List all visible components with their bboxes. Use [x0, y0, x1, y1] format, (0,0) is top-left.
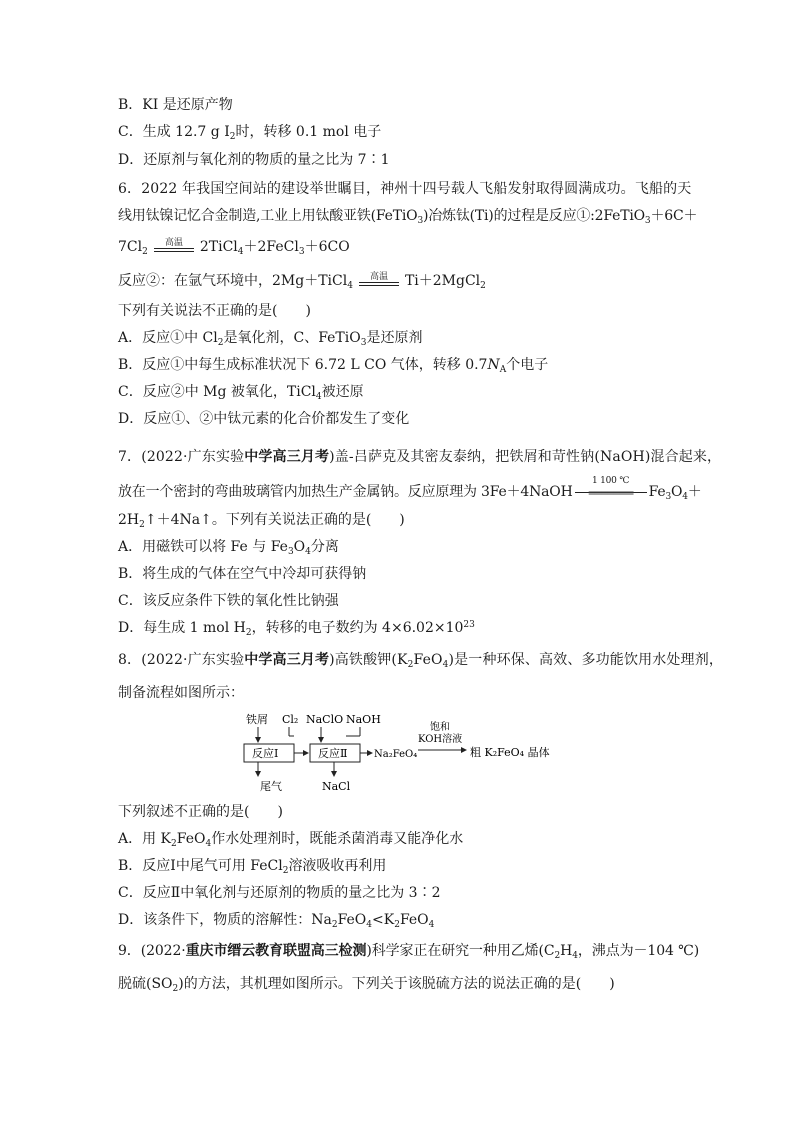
- q6-option-d: D．反应①、②中钛元素的化合价都发生了变化: [118, 411, 410, 427]
- q7-stem-line3: $2H_2↑+4Na↑$。下列有关说法正确的是( ): [118, 512, 405, 530]
- q8-option-b: B．反应Ⅰ中尾气可用 FeCl$_2$溶液吸收再利用: [118, 858, 387, 876]
- q6-equation-1: $7Cl_2$ 高温 2TiCl$_4$＋2FeCl$_3$＋6CO: [118, 238, 350, 257]
- q8-option-d: D．该条件下，物质的溶解性：$Na_2FeO_4<K_2FeO_4$: [118, 912, 435, 930]
- q8-stem-line2: 制备流程如图所示：: [118, 685, 244, 701]
- q6-question-stem: 下列有关说法不正确的是( ): [118, 303, 311, 319]
- flow-diagram: [236, 708, 556, 798]
- q5-option-b: B．KI 是还原产物: [118, 97, 233, 113]
- q7-stem-line2: 放在一个密封的弯曲玻璃管内加热生产金属钠。反应原理为 3Fe＋4NaOH 1 100 ℃ ═══════ $Fe_3O_4+$: [118, 476, 702, 502]
- q6-option-a: A．反应①中 $Cl_2$是氧化剂，C、FeTiO$_3$是还原剂: [118, 330, 423, 348]
- q9-stem-line1: 9．(2022·重庆市缙云教育联盟高三检测)科学家正在研究一种用乙烯($C_2H_4$，沸点为－104 ℃): [118, 943, 700, 961]
- q8-option-a: A．用 $K_2FeO_4$作水处理剂时，既能杀菌消毒又能净化水: [118, 831, 464, 849]
- q5-option-d: D．还原剂与氧化剂的物质的量之比为 7∶1: [118, 152, 390, 168]
- reaction-1-label: 反应Ⅰ: [252, 747, 279, 760]
- input-cl2: Cl₂: [282, 713, 299, 726]
- q6-equation-2: 反应②：在氩气环境中，2Mg＋TiCl$_4$ 高温 Ti＋2MgCl$_2$: [118, 272, 486, 291]
- input-naclo: NaClO: [306, 713, 344, 726]
- q6-stem-line2: 线用钛镍记忆合金制造,工业上用钛酸亚铁(FeTiO$_3$)冶炼钛(Ti)的过程是反应①:2FeTiO$_3$＋6C＋: [118, 208, 698, 226]
- equation-condition: 1 100 ℃ ═══════: [575, 483, 647, 501]
- q8-stem-line1: 8．(2022·广东实验中学高三月考)高铁酸钾$(K_2FeO_4)$是一种环保、高效、多功能饮用水处理剂，: [118, 652, 724, 670]
- reaction-2-label: 反应Ⅱ: [318, 747, 348, 760]
- product-na2feo4: Na₂FeO₄: [374, 749, 418, 760]
- q9-stem-line2: 脱硫$(SO_2)$的方法，其机理如图所示。下列关于该脱硫方法的说法正确的是( ): [118, 976, 615, 994]
- q8-question-stem: 下列叙述不正确的是( ): [118, 804, 283, 820]
- q7-stem-line1: 7．(2022·广东实验中学高三月考)盖-吕萨克及其密友泰纳，把铁屑和苛性钠(NaOH)混合起来，: [118, 449, 722, 465]
- output-tail-gas: 尾气: [260, 780, 282, 793]
- q7-option-c: C．该反应条件下铁的氧化性比钠强: [118, 593, 339, 609]
- input-iron-filings: 铁屑: [246, 713, 268, 726]
- q5-option-c: C．生成 12.7 g $I_2$时，转移 0.1 mol 电子: [118, 124, 382, 142]
- q7-option-b: B．将生成的气体在空气中冷却可获得钠: [118, 566, 367, 582]
- output-nacl: NaCl: [322, 780, 351, 793]
- q7-option-d: D．每生成 1 mol $H_2$，转移的电子数约为 $4\times 6.02\times 10^{23}$: [118, 620, 475, 638]
- q6-option-b: B．反应①中每生成标准状况下 6.72 L CO 气体，转移 $0.7N_A$个电子: [118, 357, 549, 375]
- equation-condition: 高温: [359, 272, 399, 290]
- q6-stem-line1: 6．2022 年我国空间站的建设举世瞩目，神州十四号载人飞船发射取得圆满成功。飞船的天: [118, 181, 692, 197]
- final-product: 粗 K₂FeO₄ 晶体: [470, 746, 550, 759]
- q6-option-c: C．反应②中 Mg 被氧化，TiCl$_4$被还原: [118, 384, 364, 402]
- input-naoh: NaOH: [346, 713, 381, 726]
- q7-option-a: A．用磁铁可以将 Fe 与 $Fe_3O_4$分离: [118, 539, 339, 557]
- reagent-label-1: 饱和: [430, 722, 450, 733]
- reagent-label-2: KOH溶液: [418, 734, 463, 745]
- q8-option-c: C．反应Ⅱ中氧化剂与还原剂的物质的量之比为 3∶2: [118, 885, 441, 901]
- equation-condition: 高温: [154, 238, 194, 256]
